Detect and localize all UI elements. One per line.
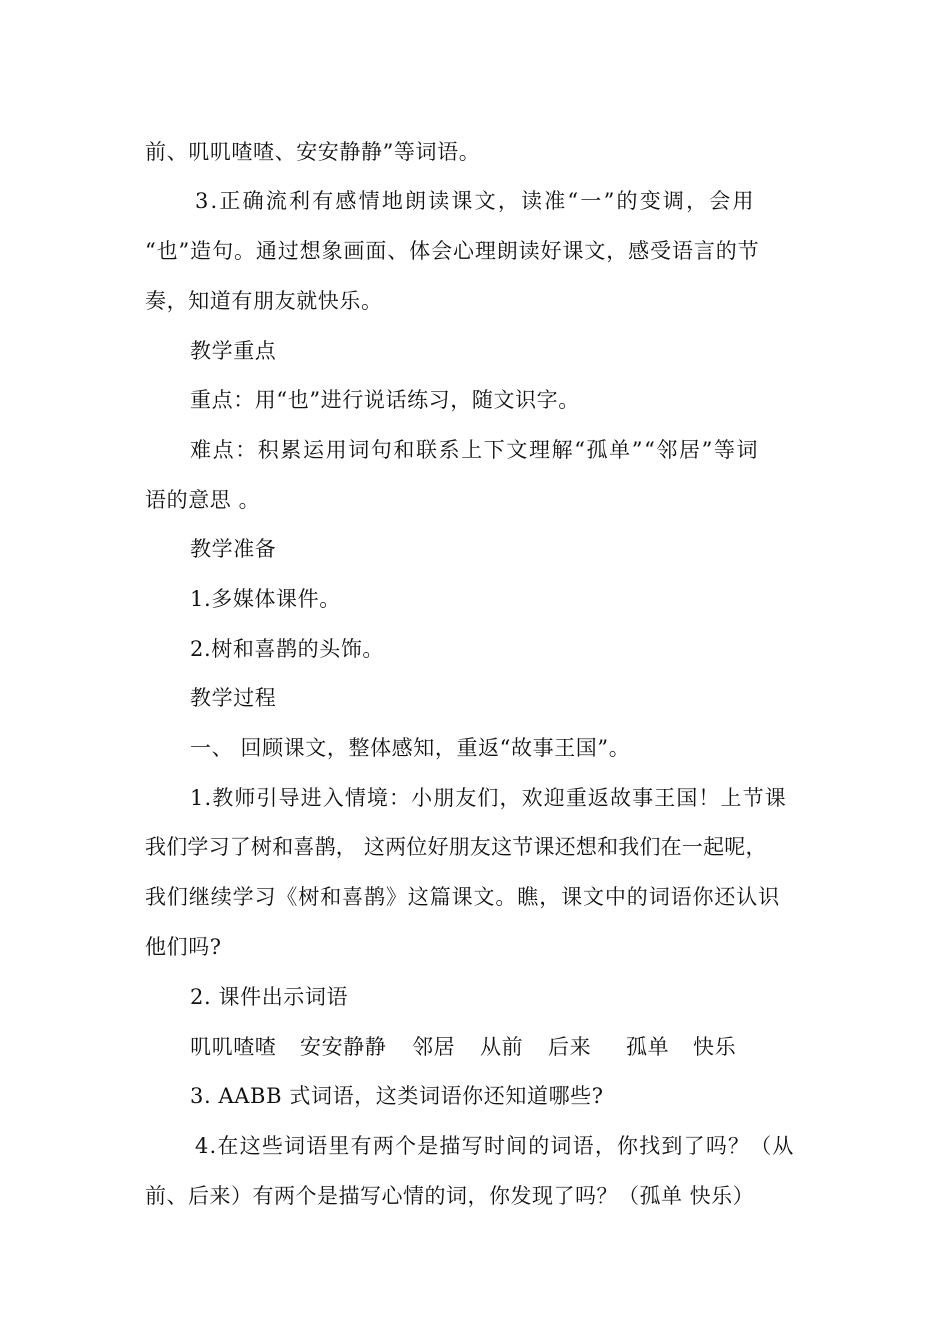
vocab-word: 邻居 (412, 1035, 456, 1059)
text-line: 3.正确流利有感情地朗读课文，读准“一”的变调，会用 (195, 189, 756, 213)
text-line: 我们继续学习《树和喜鹊》这篇课文。瞧，课文中的词语你还认识 (145, 885, 781, 909)
text-line: “也”造句。通过想象画面、体会心理朗读好课文，感受语言的节 (145, 239, 760, 263)
text-line: 一、 回顾课文，整体感知，重返“故事王国”。 (190, 736, 631, 760)
text-line: 语的意思 。 (145, 488, 261, 512)
vocab-word: 安安静静 (300, 1035, 387, 1059)
text-line: 2. 课件出示词语 (190, 985, 349, 1009)
text-line: 3. AABB 式词语，这类词语你还知道哪些? (190, 1084, 604, 1108)
vocab-word: 孤单 (626, 1035, 670, 1059)
text-line: 1.多媒体课件。 (190, 587, 341, 611)
vocab-word: 叽叽喳喳 (190, 1035, 277, 1059)
section-heading: 教学重点 (190, 339, 277, 363)
text-line: 1.教师引导进入情境：小朋友们，欢迎重返故事王国！上节课 (190, 786, 787, 810)
vocab-word: 后来 (548, 1035, 592, 1059)
text-line: 2.树和喜鹊的头饰。 (190, 637, 385, 661)
text-line: 重点：用“也”进行说话练习，随文识字。 (190, 388, 580, 412)
section-heading: 教学准备 (190, 537, 277, 561)
text-line: 前、叽叽喳喳、安安静静”等词语。 (145, 140, 481, 164)
text-line: 前、后来）有两个是描写心情的词，你发现了吗？（孤单 快乐） (145, 1184, 755, 1208)
text-line: 奏，知道有朋友就快乐。 (145, 289, 383, 313)
section-heading: 教学过程 (190, 686, 277, 710)
text-line: 4.在这些词语里有两个是描写时间的词语，你找到了吗？（从 (195, 1134, 795, 1158)
vocab-word: 从前 (480, 1035, 524, 1059)
vocab-word: 快乐 (693, 1035, 737, 1059)
text-line: 他们吗? (145, 935, 222, 959)
text-line: 难点：积累运用词句和联系上下文理解“孤单”“邻居”等词 (190, 438, 760, 462)
text-line: 我们学习了树和喜鹊， 这两位好朋友这节课还想和我们在一起呢， (145, 835, 767, 859)
